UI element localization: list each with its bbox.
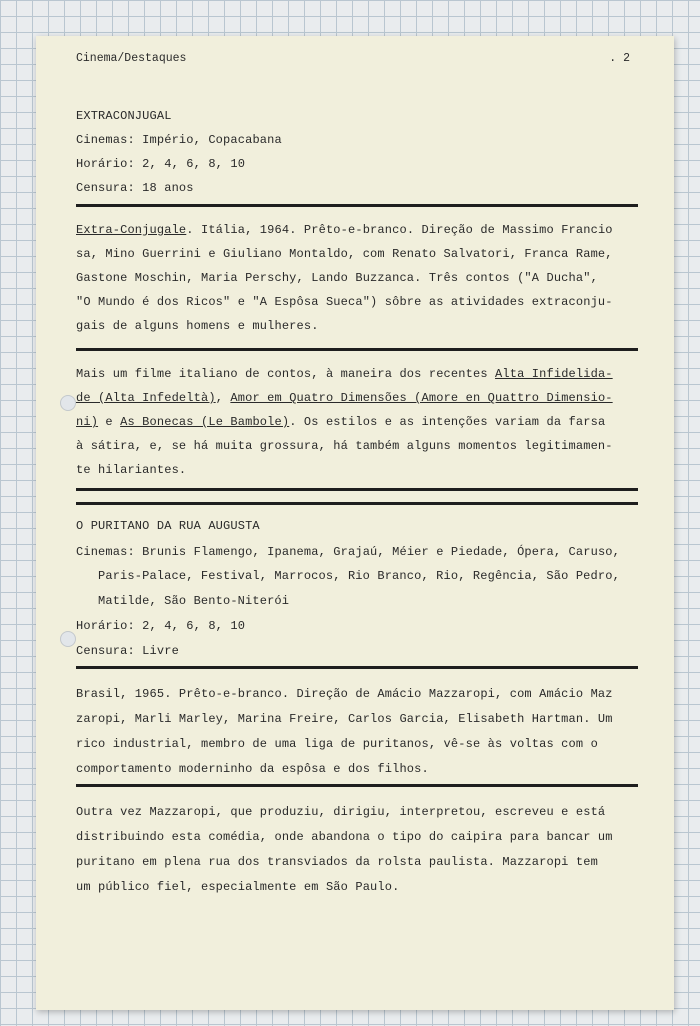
- divider-rule: [76, 784, 638, 787]
- film2-review-line: distribuindo esta comédia, onde abandona o tipo do caipira para bancar um: [76, 830, 613, 844]
- film1-censura: Censura: 18 anos: [76, 181, 194, 195]
- film2-cinemas-cont: Paris-Palace, Festival, Marrocos, Rio Branco, Rio, Regência, São Pedro,: [98, 569, 620, 583]
- film2-review-line: puritano em plena rua dos transviados da rolsta paulista. Mazzaropi tem: [76, 855, 598, 869]
- film1-review-line: te hilariantes.: [76, 463, 187, 477]
- divider-rule: [76, 204, 638, 207]
- divider-rule: [76, 666, 638, 669]
- film1-review-line: de (Alta Infedeltà), Amor em Quatro Dimensões (Amore en Quattro Dimensio-: [76, 391, 613, 405]
- film2-cinemas-cont: Matilde, São Bento-Niterói: [98, 594, 290, 608]
- film2-review-line: um público fiel, especialmente em São Paulo.: [76, 880, 400, 894]
- page-number: . 2: [609, 52, 630, 65]
- film1-cinemas: Cinemas: Império, Copacabana: [76, 133, 282, 147]
- section-header: Cinema/Destaques: [76, 52, 187, 65]
- film2-cinemas: Cinemas: Brunis Flamengo, Ipanema, Grajaú, Méier e Piedade, Ópera, Caruso,: [76, 545, 620, 559]
- film1-synopsis-line: Extra-Conjugale. Itália, 1964. Prêto-e-branco. Direção de Massimo Francio: [76, 223, 613, 237]
- film2-censura: Censura: Livre: [76, 644, 179, 658]
- film1-review-line: Mais um filme italiano de contos, à maneira dos recentes Alta Infidelida-: [76, 367, 613, 381]
- typewritten-page: [36, 36, 674, 1010]
- film-original-title: Extra-Conjugale: [76, 223, 187, 237]
- film1-synopsis-line: gais de alguns homens e mulheres.: [76, 319, 319, 333]
- film1-synopsis-line: "O Mundo é dos Ricos" e "A Espôsa Sueca") sôbre as atividades extraconju-: [76, 295, 613, 309]
- film1-title: EXTRACONJUGAL: [76, 109, 172, 123]
- film1-synopsis-line: sa, Mino Guerrini e Giuliano Montaldo, com Renato Salvatori, Franca Rame,: [76, 247, 613, 261]
- divider-rule: [76, 348, 638, 351]
- film1-review-line: ni) e As Bonecas (Le Bambole). Os estilos e as intenções variam da farsa: [76, 415, 606, 429]
- punch-hole-bottom: [60, 631, 76, 647]
- film1-horario: Horário: 2, 4, 6, 8, 10: [76, 157, 246, 171]
- film1-review-line: à sátira, e, se há muita grossura, há também alguns momentos legitimamen-: [76, 439, 613, 453]
- film1-synopsis-line: Gastone Moschin, Maria Perschy, Lando Buzzanca. Três contos ("A Ducha",: [76, 271, 598, 285]
- punch-hole-top: [60, 395, 76, 411]
- film2-synopsis-line: rico industrial, membro de uma liga de puritanos, vê-se às voltas com o: [76, 737, 598, 751]
- film2-synopsis-line: comportamento moderninho da espôsa e dos filhos.: [76, 762, 429, 776]
- divider-rule: [76, 502, 638, 505]
- film2-synopsis-line: zaropi, Marli Marley, Marina Freire, Carlos Garcia, Elisabeth Hartman. Um: [76, 712, 613, 726]
- film2-review-line: Outra vez Mazzaropi, que produziu, dirigiu, interpretou, escreveu e está: [76, 805, 606, 819]
- film2-horario: Horário: 2, 4, 6, 8, 10: [76, 619, 246, 633]
- divider-rule: [76, 488, 638, 491]
- film2-title: O PURITANO DA RUA AUGUSTA: [76, 519, 260, 533]
- film2-synopsis-line: Brasil, 1965. Prêto-e-branco. Direção de Amácio Mazzaropi, com Amácio Maz: [76, 687, 613, 701]
